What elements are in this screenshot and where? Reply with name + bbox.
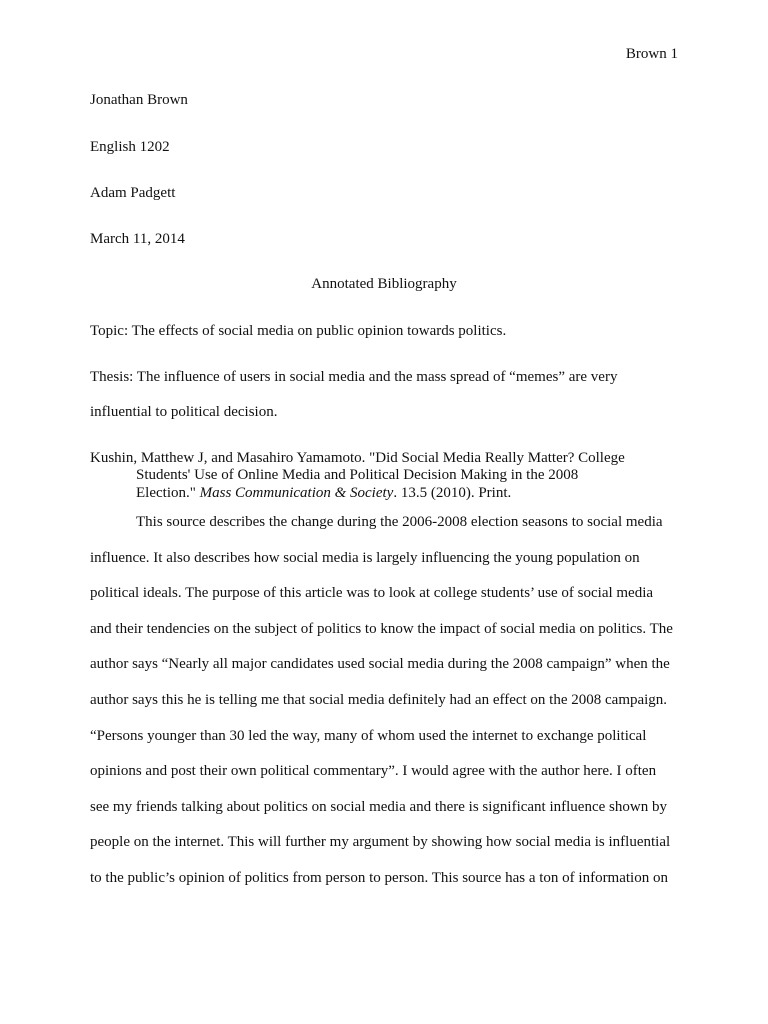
annotation-line: political ideals. The purpose of this article was to look at college students’ use of social media (90, 585, 654, 601)
paper-title: Annotated Bibliography (311, 276, 457, 292)
citation-line-3-suffix: . 13.5 (2010). Print. (393, 485, 512, 501)
citation-line-1: Kushin, Matthew J, and Masahiro Yamamoto. "Did Social Media Really Matter? College (90, 450, 625, 466)
journal-title: Mass Communication & Society (199, 485, 394, 501)
annotation-line: people on the internet. This will further my argument by showing how social media is influential (90, 834, 671, 850)
annotation-line: influence. It also describes how social media is largely influencing the young population on (90, 550, 640, 566)
course-name: English 1202 (90, 139, 170, 155)
thesis-line-1: Thesis: The influence of users in social media and the mass spread of “memes” are very (90, 369, 618, 385)
annotation-line: to the public’s opinion of politics from person to person. This source has a ton of information on (90, 870, 668, 886)
annotation-line: see my friends talking about politics on social media and there is significant influence shown by (90, 799, 667, 815)
annotation-line: opinions and post their own political commentary”. I would agree with the author here. I often (90, 763, 657, 779)
citation-line-3-prefix: Election." (136, 485, 200, 501)
annotation-line: “Persons younger than 30 led the way, many of whom used the internet to exchange political (90, 728, 647, 744)
student-name: Jonathan Brown (90, 92, 188, 108)
annotation-line: This source describes the change during the 2006-2008 election seasons to social media (136, 514, 663, 530)
running-head: Brown 1 (625, 46, 678, 62)
annotation-line: author says “Nearly all major candidates used social media during the 2008 campaign” when the (90, 656, 670, 672)
annotation-line: and their tendencies on the subject of politics to know the impact of social media on politics. The (90, 621, 673, 637)
paper-date: March 11, 2014 (90, 231, 185, 247)
annotation-line: author says this he is telling me that social media definitely had an effect on the 2008 campaign. (90, 692, 668, 708)
thesis-line-2: influential to political decision. (90, 404, 278, 420)
citation-line-2: Students' Use of Online Media and Political Decision Making in the 2008 (136, 467, 579, 483)
topic-statement: Topic: The effects of social media on public opinion towards politics. (90, 323, 507, 339)
citation-line-3 (136, 485, 511, 502)
instructor-name: Adam Padgett (90, 185, 176, 201)
